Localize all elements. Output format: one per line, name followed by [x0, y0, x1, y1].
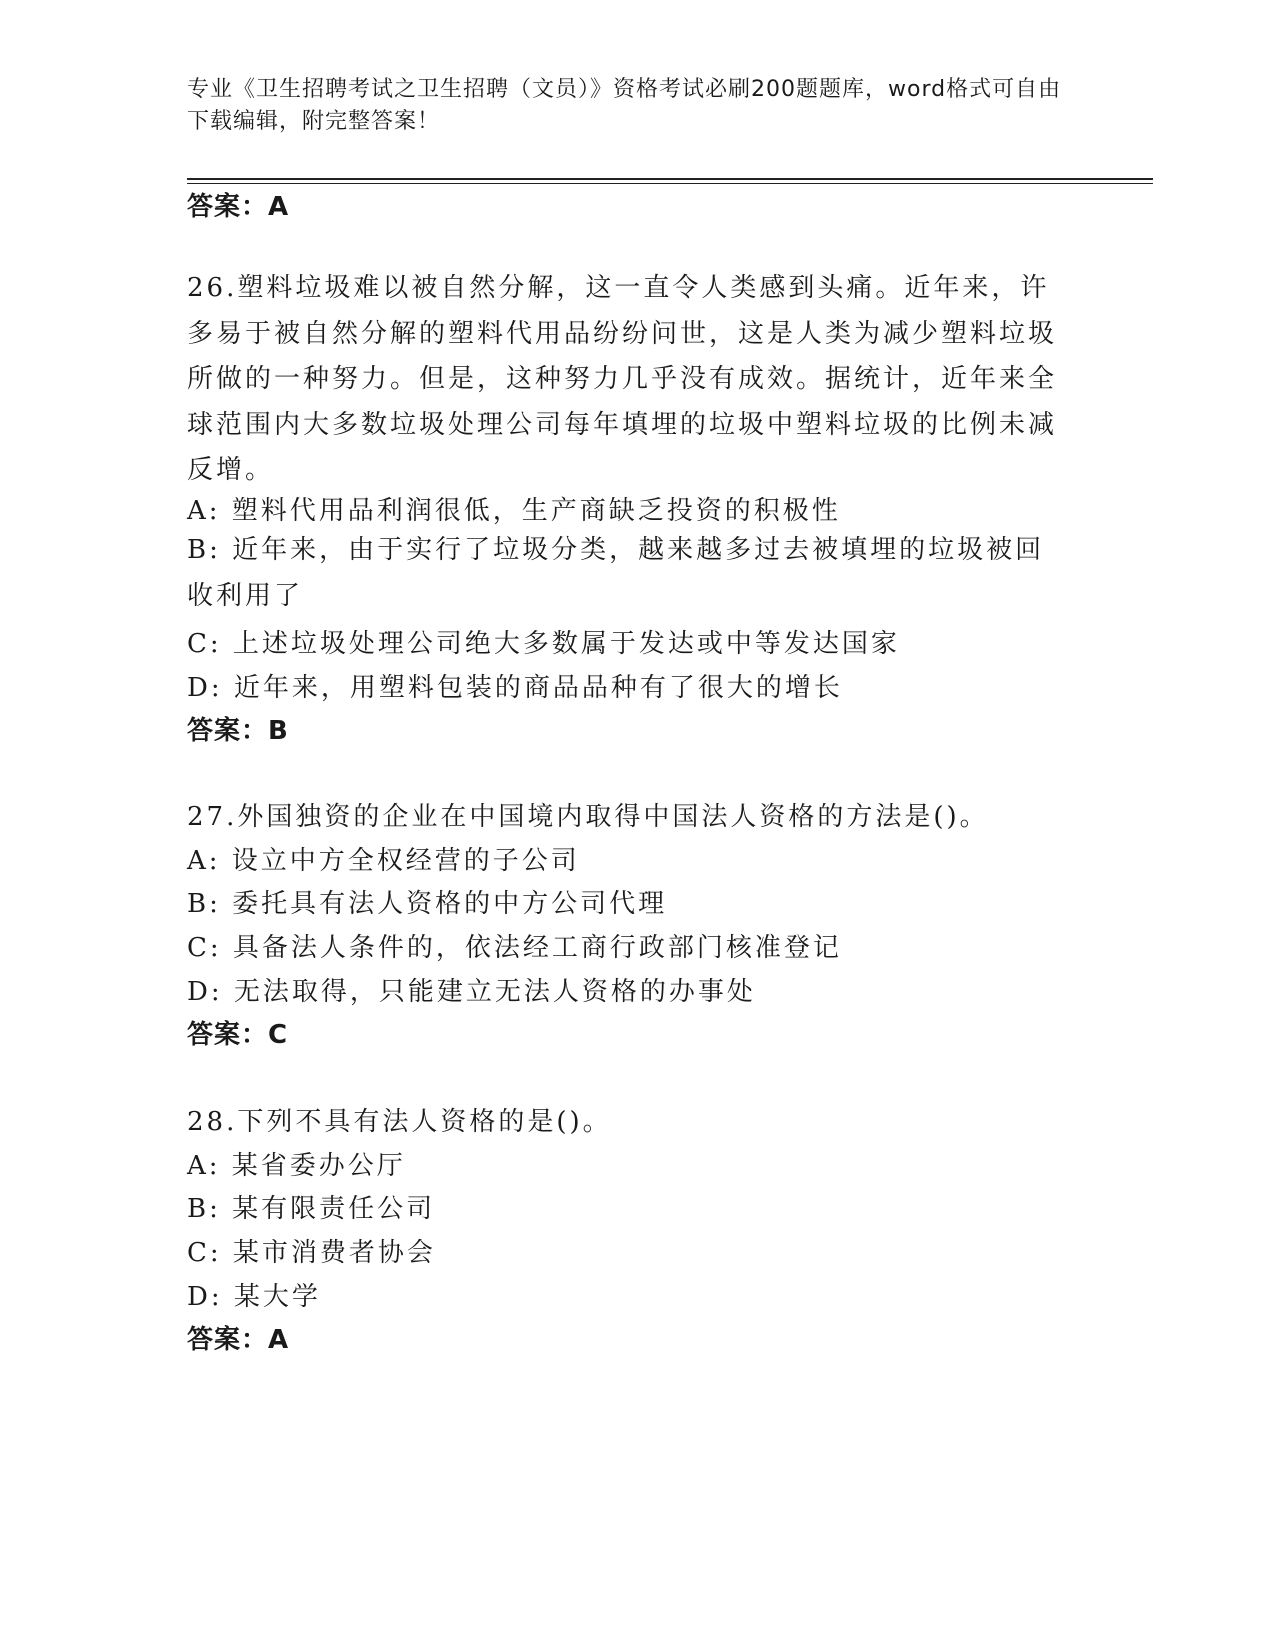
previous-answer: 答案：A	[187, 192, 290, 222]
question-26-answer: 答案：B	[187, 716, 289, 746]
question-28-answer: 答案：A	[187, 1325, 290, 1355]
header-divider-thin	[187, 183, 1153, 184]
question-27-option-b: B: 委托具有法人资格的中方公司代理	[187, 889, 668, 919]
question-28-option-a: A: 某省委办公厅	[187, 1151, 406, 1181]
question-26-option-b: B: 近年来，由于实行了垃圾分类，越来越多过去被填埋的垃圾被回收利用了	[187, 535, 1045, 611]
question-26-stem: 26.塑料垃圾难以被自然分解，这一直令人类感到头痛。近年来，许多易于被自然分解的塑料代用品纷纷问世，这是人类为减少塑料垃圾所做的一种努力。但是，这种努力几乎没有成效。据统计，近年来全球范围内大多数垃圾处理公司每年填埋的垃圾中塑料垃圾的比例未减反增。	[187, 273, 1058, 485]
question-27-option-d: D: 无法取得，只能建立无法人资格的办事处	[187, 977, 756, 1007]
question-26-option-a: A: 塑料代用品利润很低，生产商缺乏投资的积极性	[187, 496, 841, 526]
question-28-option-c: C: 某市消费者协会	[187, 1238, 436, 1268]
question-27-stem: 27.外国独资的企业在中国境内取得中国法人资格的方法是()。	[187, 802, 989, 832]
question-27-answer: 答案：C	[187, 1020, 289, 1050]
question-28-stem: 28.下列不具有法人资格的是()。	[187, 1107, 612, 1137]
question-27-option-a: A: 设立中方全权经营的子公司	[187, 846, 580, 876]
question-28-option-d: D: 某大学	[187, 1282, 321, 1312]
question-26-option-d: D: 近年来，用塑料包装的商品品种有了很大的增长	[187, 673, 843, 703]
question-26-option-c: C: 上述垃圾处理公司绝大多数属于发达或中等发达国家	[187, 629, 900, 659]
question-28-option-b: B: 某有限责任公司	[187, 1194, 436, 1224]
document-header: 专业《卫生招聘考试之卫生招聘（文员）》资格考试必刷200题题库，word格式可自由下载编辑，附完整答案！	[187, 77, 1062, 134]
header-divider	[187, 178, 1153, 180]
question-27-option-c: C: 具备法人条件的，依法经工商行政部门核准登记	[187, 933, 842, 963]
